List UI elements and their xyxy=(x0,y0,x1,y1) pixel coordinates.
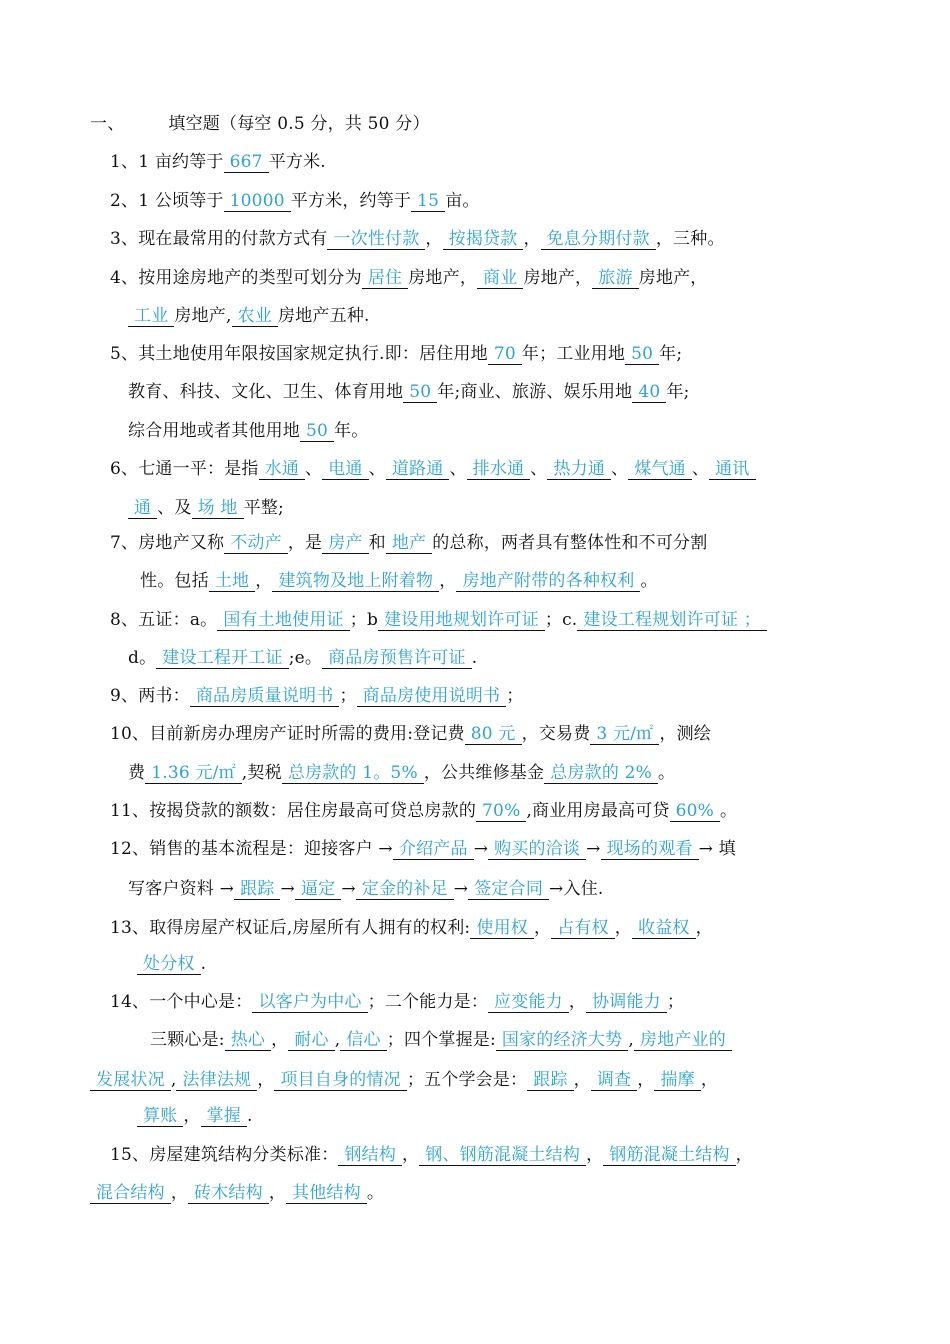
question-text: 三颗心是: xyxy=(150,1030,225,1050)
question-text: 8、五证：a。 xyxy=(110,610,218,630)
question-text: ， xyxy=(271,1030,289,1050)
question-text: ， xyxy=(637,1070,655,1090)
question-text: ，公共维修基金 xyxy=(423,763,545,783)
question-text: 2、1 公顷等于 xyxy=(110,191,224,211)
question-line xyxy=(110,1143,753,1167)
question-text: ； xyxy=(666,992,685,1012)
question-text: 年; xyxy=(666,382,690,402)
answer-blank: 水通 xyxy=(259,459,305,480)
answer-blank: 土地 xyxy=(209,571,255,592)
question-text: 、 xyxy=(305,459,323,479)
question-text: 9、两书： xyxy=(110,686,190,706)
question-text: 平方米，约等于 xyxy=(290,191,412,211)
question-text: → xyxy=(280,879,295,899)
question-text: ， xyxy=(439,571,457,591)
answer-blank: 钢、钢筋混凝土结构 xyxy=(419,1145,586,1166)
answer-blank: 道路通 xyxy=(386,459,450,480)
question-text: 费 xyxy=(128,763,146,783)
question-text: 年; xyxy=(659,344,683,364)
question-line xyxy=(110,266,707,290)
question-line xyxy=(110,227,725,251)
answer-blank: 砖木结构 xyxy=(188,1183,269,1204)
question-text: . xyxy=(200,954,207,974)
answer-blank: 使用权 xyxy=(470,918,534,939)
question-text: 4、按用途房地产的类型可划分为 xyxy=(110,268,362,288)
question-text: 性。包括 xyxy=(140,571,209,591)
answer-blank: 总房款的 2% xyxy=(544,763,658,784)
answer-blank: 调查 xyxy=(591,1070,637,1091)
question-line xyxy=(110,608,767,632)
question-text: ， xyxy=(700,1070,719,1090)
answer-blank: 免息分期付款 xyxy=(541,229,656,250)
answer-blank: 介绍产品 xyxy=(393,839,474,860)
answer-blank: 总房款的 1。5% xyxy=(282,763,424,784)
question-text: . xyxy=(247,1106,253,1126)
question-text: , xyxy=(628,1030,634,1050)
question-text: ， xyxy=(586,1145,604,1165)
question-text: ，交易费 xyxy=(521,724,591,744)
answer-blank: 电通 xyxy=(322,459,368,480)
section-title: 填空题（每空 0.5 分，共 50 分） xyxy=(168,114,430,134)
answer-blank: 不动产 xyxy=(224,533,288,554)
answer-blank: 农业 xyxy=(232,306,278,327)
answer-blank: 40 xyxy=(632,382,666,403)
question-line xyxy=(110,837,736,861)
question-text: ， xyxy=(573,1070,591,1090)
question-text: 房地产， xyxy=(523,268,593,288)
question-text: 、 xyxy=(530,459,548,479)
question-text: 年。 xyxy=(334,421,369,441)
question-text: 房地产， xyxy=(408,268,478,288)
question-text: . xyxy=(471,648,478,668)
question-text: 平整; xyxy=(243,498,284,518)
answer-blank: 以客户为中心 xyxy=(252,992,367,1013)
answer-blank: 信心 xyxy=(340,1030,386,1051)
answer-blank: 80 元 xyxy=(465,724,522,745)
section-heading xyxy=(90,112,430,136)
question-line xyxy=(90,1068,718,1092)
question-text: → xyxy=(341,879,356,899)
question-text: ， xyxy=(402,1145,420,1165)
answer-blank: 热力通 xyxy=(547,459,611,480)
answer-blank: 地产 xyxy=(386,533,432,554)
answer-blank: 场 地 xyxy=(192,498,244,519)
question-text: 的总称，两者具有整体性和不可分割 xyxy=(432,533,708,553)
question-text: 房地产, xyxy=(174,306,232,326)
answer-blank: 按揭贷款 xyxy=(443,229,524,250)
answer-blank: 建筑物及地上附着物 xyxy=(272,571,439,592)
question-text: →入住. xyxy=(549,879,604,899)
answer-blank: 居住 xyxy=(362,268,408,289)
answer-blank: 钢结构 xyxy=(338,1145,402,1166)
answer-blank: 房地产附带的各种权利 xyxy=(456,571,640,592)
answer-blank: 混合结构 xyxy=(90,1183,171,1204)
answer-blank: 跟踪 xyxy=(527,1070,573,1091)
question-text: ；二个能力是： xyxy=(367,992,489,1012)
question-text: 亩。 xyxy=(445,191,480,211)
question-text: 。 xyxy=(720,801,738,821)
question-text: → 填 xyxy=(698,839,736,859)
answer-blank: 3 元/㎡ xyxy=(590,724,659,745)
question-text: 教育、科技、文化、卫生、体育用地 xyxy=(128,382,404,402)
answer-blank: 50 xyxy=(403,382,437,403)
question-text: ， xyxy=(170,1183,189,1203)
answer-blank: 收益权 xyxy=(632,918,696,939)
question-text: ；五个学会是： xyxy=(406,1070,528,1090)
answer-blank: 10000 xyxy=(224,191,291,212)
question-text: ， xyxy=(614,918,632,938)
question-text: ;e。 xyxy=(288,648,323,668)
question-text: 和 xyxy=(368,533,386,553)
question-line xyxy=(128,496,284,520)
question-line xyxy=(110,150,326,174)
answer-blank: 15 xyxy=(411,191,445,212)
question-text: d。 xyxy=(128,648,157,668)
question-line xyxy=(110,722,711,746)
answer-blank: 算账 xyxy=(137,1106,183,1127)
question-text: 。 xyxy=(658,763,676,783)
question-text: 15、房屋建筑结构分类标准： xyxy=(110,1145,339,1165)
answer-blank: 签定合同 xyxy=(468,879,549,900)
answer-blank: 50 xyxy=(300,421,334,442)
answer-blank: 排水通 xyxy=(467,459,531,480)
question-line xyxy=(110,189,480,213)
question-text: ， xyxy=(735,1145,753,1165)
answer-blank: 一次性付款 xyxy=(327,229,425,250)
question-text: 房地产， xyxy=(638,268,708,288)
answer-blank: 建设用地规划许可证 xyxy=(378,610,545,631)
answer-blank: 商品房使用说明书 xyxy=(357,686,507,707)
answer-blank: 揣摩 xyxy=(654,1070,700,1091)
answer-blank: 煤气通 xyxy=(628,459,692,480)
question-text: 年；工业用地 xyxy=(521,344,626,364)
question-text: ， xyxy=(425,229,443,249)
question-line xyxy=(110,342,682,366)
question-text: 年;商业、旅游、娱乐用地 xyxy=(437,382,633,402)
answer-blank: 购买的洽谈 xyxy=(488,839,586,860)
question-line xyxy=(128,646,477,670)
question-text: 房地产五种. xyxy=(278,306,370,326)
question-line xyxy=(128,380,690,404)
question-text: ，是 xyxy=(287,533,323,553)
answer-blank: 协调能力 xyxy=(586,992,667,1013)
question-text: 、 xyxy=(611,459,629,479)
question-line xyxy=(110,799,737,823)
question-text: 写客户资料 → xyxy=(128,879,235,899)
question-text: 综合用地或者其他用地 xyxy=(128,421,300,441)
question-text: ， xyxy=(533,918,552,938)
question-line xyxy=(128,761,675,785)
question-line xyxy=(140,569,658,593)
question-line xyxy=(128,419,368,443)
answer-blank: 旅游 xyxy=(592,268,638,289)
question-text: ； xyxy=(506,686,524,706)
answer-blank: 掌握 xyxy=(201,1106,247,1127)
question-text: ， xyxy=(695,918,713,938)
question-line xyxy=(128,304,370,328)
question-line xyxy=(110,990,684,1014)
question-text: 平方米. xyxy=(268,152,326,172)
question-text: 1、1 亩约等于 xyxy=(110,152,224,172)
answer-blank: 工业 xyxy=(128,306,174,327)
answer-blank: 商品房预售许可证 xyxy=(322,648,472,669)
answer-blank: 项目自身的情况 xyxy=(274,1070,406,1091)
question-text: ， xyxy=(523,229,541,249)
answer-blank: 70% xyxy=(476,801,526,822)
question-line xyxy=(90,1181,384,1205)
question-line xyxy=(110,916,713,940)
answer-blank: 国家的经济大势 xyxy=(496,1030,628,1051)
question-line xyxy=(110,531,707,555)
answer-blank: 商业 xyxy=(477,268,523,289)
question-text: ， xyxy=(257,1070,275,1090)
question-text: → xyxy=(473,839,489,859)
section-number: 一、 xyxy=(90,114,125,134)
answer-blank: 逼定 xyxy=(295,879,341,900)
answer-blank: 70 xyxy=(488,344,522,365)
question-text: 7、房地产又称 xyxy=(110,533,225,553)
answer-blank: 发展状况 xyxy=(90,1070,171,1091)
question-text: ，三种。 xyxy=(655,229,725,249)
question-text: 、 xyxy=(691,459,710,479)
question-text: ，测绘 xyxy=(659,724,711,744)
question-text: 5、其土地使用年限按国家规定执行.即：居住用地 xyxy=(110,344,488,364)
question-text: ， xyxy=(568,992,587,1012)
answer-blank: 其他结构 xyxy=(286,1183,367,1204)
question-text: 3、现在最常用的付款方式有 xyxy=(110,229,328,249)
answer-blank: 应变能力 xyxy=(488,992,569,1013)
question-text: 12、销售的基本流程是：迎接客户 → xyxy=(110,839,393,859)
question-text: ； xyxy=(339,686,357,706)
answer-blank: 占有权 xyxy=(551,918,615,939)
question-text: ,商业用房最高可贷 xyxy=(526,801,670,821)
question-line xyxy=(150,1028,732,1052)
question-text: 。 xyxy=(366,1183,385,1203)
question-text: ， xyxy=(268,1183,287,1203)
answer-blank: 耐心 xyxy=(288,1030,334,1051)
question-text: , xyxy=(334,1030,341,1050)
question-text: 6、七通一平：是指 xyxy=(110,459,259,479)
question-line xyxy=(137,952,206,976)
question-text: ， xyxy=(183,1106,201,1126)
question-text: , xyxy=(170,1070,177,1090)
answer-blank: 商品房质量说明书 xyxy=(190,686,340,707)
answer-blank: 60% xyxy=(670,801,720,822)
question-text: → xyxy=(586,839,601,859)
question-line xyxy=(137,1104,253,1128)
answer-blank: 1.36 元/㎡ xyxy=(145,763,242,784)
question-text: 、 xyxy=(449,459,467,479)
answer-blank: 法律法规 xyxy=(176,1070,257,1091)
question-text: ， xyxy=(255,571,273,591)
answer-blank: 国有土地使用证 xyxy=(217,610,349,631)
question-text: 。 xyxy=(640,571,658,591)
answer-blank: 现场的观看 xyxy=(601,839,699,860)
answer-blank: 跟踪 xyxy=(234,879,280,900)
answer-blank: 热心 xyxy=(225,1030,271,1051)
answer-blank: 定金的补足 xyxy=(356,879,454,900)
question-line xyxy=(110,684,523,708)
question-text: 13、取得房屋产权证后,房屋所有人拥有的权利: xyxy=(110,918,471,938)
answer-blank: 通讯 xyxy=(709,459,755,480)
question-text: → xyxy=(453,879,469,899)
question-line xyxy=(128,877,604,901)
answer-blank: 667 xyxy=(224,152,269,173)
question-text: 14、一个中心是： xyxy=(110,992,253,1012)
question-text: 、及 xyxy=(157,498,192,518)
question-text: ；c. xyxy=(544,610,578,630)
question-text: 11、按揭贷款的额数：居住房最高可贷总房款的 xyxy=(110,801,477,821)
answer-blank: 房产 xyxy=(322,533,368,554)
question-line xyxy=(110,457,756,481)
question-text: 10、目前新房办理房产证时所需的费用:登记费 xyxy=(110,724,465,744)
answer-blank: 房地产业的 xyxy=(634,1030,732,1051)
answer-blank: 通 xyxy=(128,498,157,519)
answer-blank: 钢筋混凝土结构 xyxy=(603,1145,735,1166)
question-text: ；b xyxy=(349,610,379,630)
question-text: ；四个掌握是: xyxy=(386,1030,496,1050)
question-text: ,契税 xyxy=(241,763,282,783)
answer-blank: 处分权 xyxy=(137,954,201,975)
answer-blank: 50 xyxy=(625,344,659,365)
question-text: 、 xyxy=(368,459,386,479)
answer-blank: 建设工程开工证 xyxy=(156,648,288,669)
answer-blank: 建设工程规划许可证 ； xyxy=(577,610,767,631)
